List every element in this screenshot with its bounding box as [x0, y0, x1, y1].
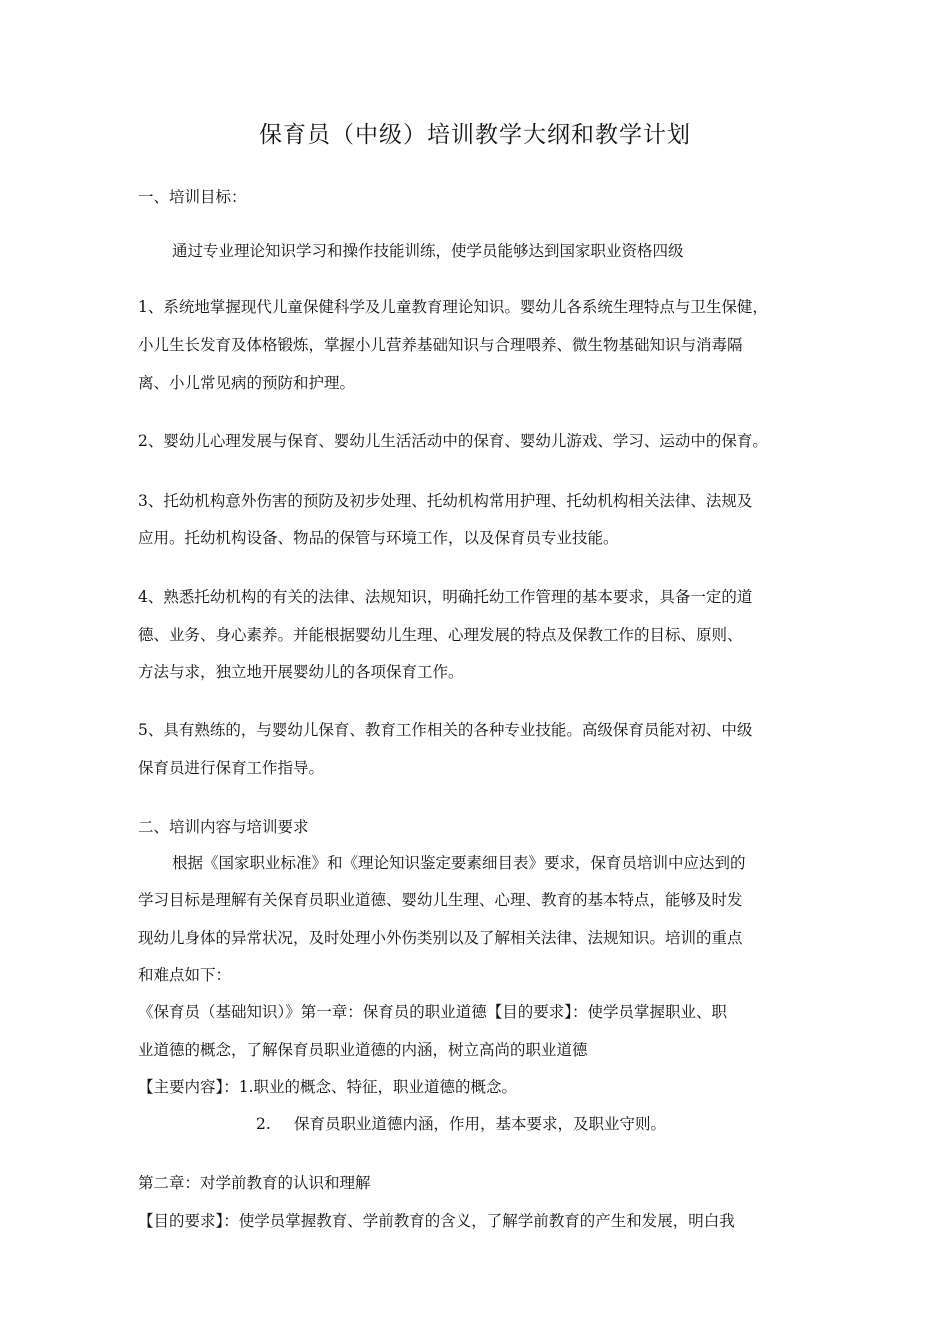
goal-item-4-line-2: 德、业务、身心素养。并能根据婴幼儿生理、心理发展的特点及保教工作的目标、原则、	[138, 626, 743, 644]
content-para-line-4: 和难点如下：	[138, 966, 232, 984]
goal-item-1-line-3: 离、小儿常见病的预防和护理。	[138, 374, 356, 392]
section-heading-training-content: 二、培训内容与培训要求	[138, 818, 309, 836]
content-para-line-3: 现幼儿身体的异常状况，及时处理小外伤类别以及了解相关法律、法规知识。培训的重点	[138, 929, 743, 947]
chapter-2-goal: 【目的要求】：使学员掌握教育、学前教育的含义，了解学前教育的产生和发展，明白我	[138, 1212, 735, 1230]
goal-item-2-line-1: 2、婴幼儿心理发展与保育、婴幼儿生活活动中的保育、婴幼儿游戏、学习、运动中的保育。	[138, 432, 768, 450]
goal-item-4-line-3: 方法与求，独立地开展婴幼儿的各项保育工作。	[138, 663, 464, 681]
chapter-1-line-2: 业道德的概念，了解保育员职业道德的内涵，树立高尚的职业道德	[138, 1041, 588, 1059]
goal-item-3-line-1: 3、托幼机构意外伤害的预防及初步处理、托幼机构常用护理、托幼机构相关法律、法规及	[138, 492, 753, 510]
training-goals-intro: 通过专业理论知识学习和操作技能训练，使学员能够达到国家职业资格四级	[172, 242, 684, 260]
goal-item-1-line-1: 1、系统地掌握现代儿童保健科学及儿童教育理论知识。婴幼儿各系统生理特点与卫生保健，	[138, 298, 768, 316]
goal-item-1-line-2: 小儿生长发育及体格锻炼，掌握小儿营养基础知识与合理喂养、微生物基础知识与消毒隔	[138, 336, 743, 354]
goal-item-4-line-1: 4、熟悉托幼机构的有关的法律、法规知识，明确托幼工作管理的基本要求，具备一定的道	[138, 588, 753, 606]
chapter-1-line-1: 《保育员（基础知识）》第一章：保育员的职业道德【目的要求】：使学员掌握职业、职	[138, 1003, 728, 1021]
chapter-2-heading: 第二章：对学前教育的认识和理解	[138, 1174, 371, 1192]
content-para-line-1: 根据《国家职业标准》和《理论知识鉴定要素细目表》要求，保育员培训中应达到的	[172, 854, 746, 872]
goal-item-3-line-2: 应用。托幼机构设备、物品的保管与环境工作，以及保育员专业技能。	[138, 529, 619, 547]
goal-item-5-line-2: 保育员进行保育工作指导。	[138, 759, 325, 777]
chapter-1-content-item-2	[256, 1113, 666, 1135]
content-item-number: 2.	[256, 1115, 271, 1133]
document-title: 保育员（中级）培训教学大纲和教学计划	[259, 122, 691, 148]
section-heading-training-goals: 一、培训目标：	[138, 188, 247, 206]
chapter-1-main-content: 【主要内容】：1.职业的概念、特征，职业道德的概念。	[138, 1078, 518, 1096]
content-item-text: 保育员职业道德内涵，作用，基本要求，及职业守则。	[294, 1115, 667, 1133]
goal-item-5-line-1: 5、具有熟练的，与婴幼儿保育、教育工作相关的各种专业技能。高级保育员能对初、中级	[138, 721, 753, 739]
content-para-line-2: 学习目标是理解有关保育员职业道德、婴幼儿生理、心理、教育的基本特点，能够及时发	[138, 891, 743, 909]
